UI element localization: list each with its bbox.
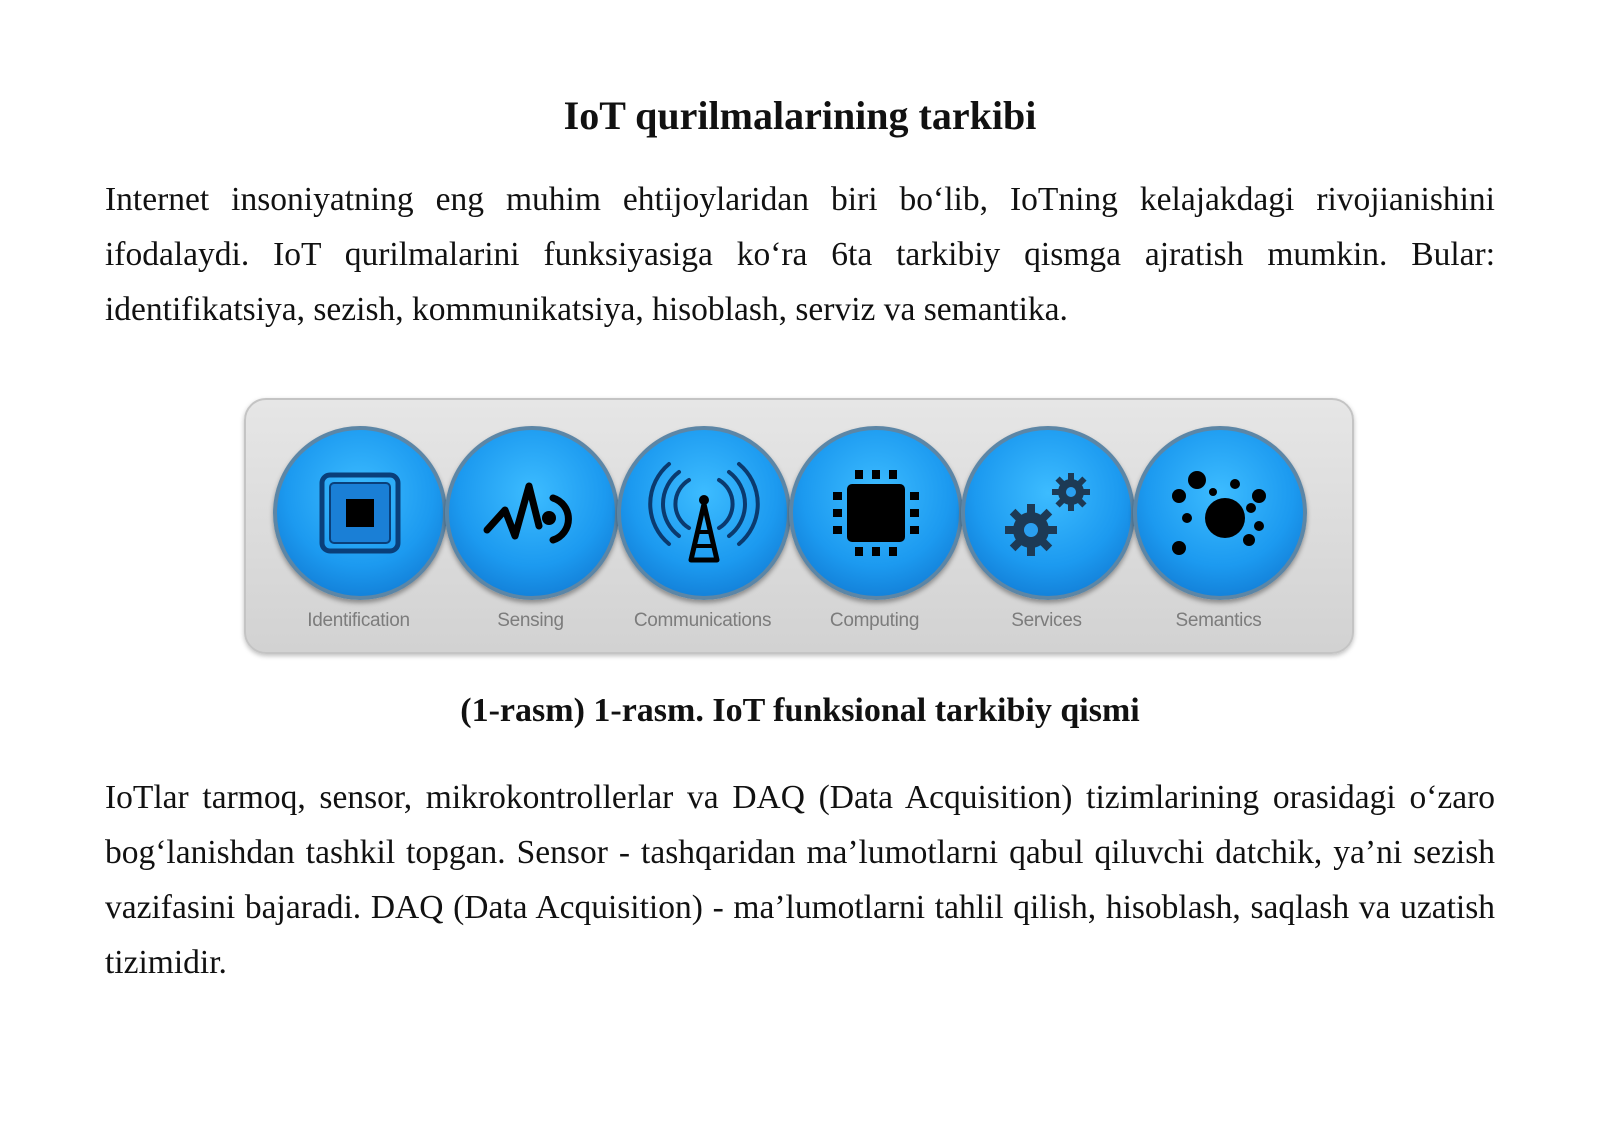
component-label: Services — [1011, 610, 1082, 631]
component-label: Sensing — [497, 610, 564, 631]
body-paragraph: IoTlar tarmoq, sensor, mikrokontrollerlar va DAQ (Data Acquisition) tizimlarining orasidagi o‘zaro bog‘lanishdan tashkil topgan. Sensor - tashqaridan ma’lumotlarni qabul qiluvchi datchik, ya’ni sezish vazifasini bajaradi. DAQ (Data Acquisition) - ma’lumotlarni tahlil qilish, hisoblash, saqlash va uzatish tizimidir. — [105, 779, 1495, 981]
page-title: IoT qurilmalarining tarkibi — [563, 93, 1037, 138]
gears-icon — [983, 448, 1113, 578]
component-identification — [271, 426, 446, 646]
intro-paragraph: Internet insoniyatning eng muhim ehtijoylaridan biri bo‘lib, IoTning kelajakdagi rivojianishini ifodalaydi. IoT qurilmalarini funksiyasiga ko‘ra 6ta tarkibiy qismga ajratish mumkin. Bular: identifikatsiya, sezish, kommunikatsiya, hisoblash, serviz va semantika. — [105, 181, 1495, 328]
component-label: Identification — [307, 610, 410, 631]
component-sensing — [443, 426, 618, 646]
processor-chip-icon — [811, 448, 941, 578]
antenna-tower-icon — [639, 448, 769, 578]
sensing-wave-icon — [467, 448, 597, 578]
component-communications — [615, 426, 790, 646]
component-label: Semantics — [1175, 610, 1262, 631]
component-semantics — [1131, 426, 1306, 646]
iot-components-figure — [244, 398, 1354, 654]
figure-caption: (1-rasm) 1-rasm. IoT funksional tarkibiy qismi — [460, 692, 1140, 729]
component-services — [959, 426, 1134, 646]
network-dots-icon — [1155, 448, 1285, 578]
identification-chip-icon — [295, 448, 425, 578]
component-computing — [787, 426, 962, 646]
component-label: Communications — [633, 610, 772, 631]
component-label: Computing — [829, 610, 920, 631]
